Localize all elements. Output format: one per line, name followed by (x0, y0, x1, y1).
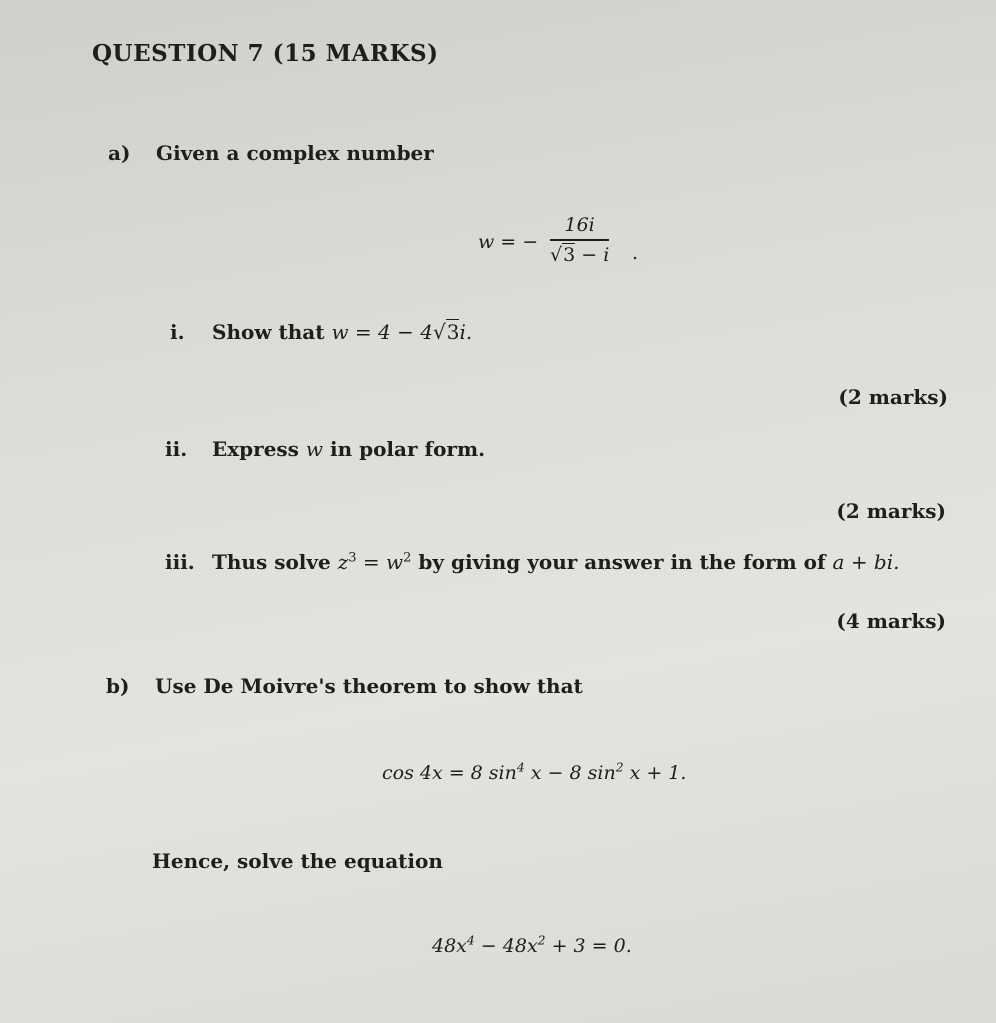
identity-part-1: cos 4x = 8 sin (382, 762, 517, 784)
subpart-i-sqrt-arg: 3 (446, 320, 460, 344)
equation-exp-1: 4 (466, 933, 475, 948)
part-a-fraction (550, 214, 609, 266)
subpart-iii-text-before: Thus solve (212, 550, 338, 574)
part-a-label: a) (108, 141, 131, 165)
subpart-i-math-after: i. (459, 320, 473, 344)
subpart-i-label: i. (170, 320, 185, 344)
question-heading: QUESTION 7 (15 MARKS) (92, 40, 439, 67)
subpart-ii-marks: (2 marks) (836, 499, 946, 523)
denominator-rest: − i (575, 243, 610, 266)
part-b-label: b) (106, 674, 130, 698)
equation-exp-2: 2 (537, 933, 546, 948)
subpart-ii-text-before: Express (212, 437, 306, 461)
subpart-iii-marks: (4 marks) (836, 609, 946, 633)
sqrt-symbol: √ (432, 320, 446, 344)
subpart-i-text (212, 322, 472, 342)
subpart-iii-label: iii. (165, 550, 195, 574)
part-b-hence: Hence, solve the equation (152, 849, 443, 873)
subpart-iii-text-after: by giving your answer in the form of (411, 550, 833, 574)
subpart-iii-z-exp: 3 (348, 550, 357, 566)
subpart-ii-label: ii. (165, 437, 188, 461)
part-a-equation-end: . (632, 242, 639, 264)
part-b-equation (432, 933, 632, 957)
subpart-i-text-before: Show that (212, 320, 332, 344)
equation-part-2: − 48x (474, 935, 538, 957)
subpart-iii-w: w (386, 550, 404, 574)
subpart-iii-z: z (337, 550, 349, 574)
fraction-denominator (550, 241, 609, 266)
subpart-iii-form: a + bi. (832, 550, 900, 574)
equation-part-3: + 3 = 0. (545, 935, 632, 957)
fraction-numerator: 16i (564, 214, 595, 236)
part-b-identity (382, 760, 687, 784)
subpart-iii-eq: = (356, 550, 387, 574)
identity-exp-1: 4 (516, 760, 525, 775)
subpart-ii-text-after: in polar form. (323, 437, 486, 461)
subpart-ii-text (212, 439, 485, 459)
subpart-iii-w-exp: 2 (403, 550, 412, 566)
part-b-intro: Use De Moivre's theorem to show that (155, 674, 583, 698)
sqrt-symbol: √ (550, 243, 563, 266)
identity-part-2: x − 8 sin (524, 762, 616, 784)
sqrt-argument: 3 (563, 243, 576, 266)
part-a-intro: Given a complex number (156, 141, 434, 165)
identity-part-3: x + 1. (623, 762, 687, 784)
subpart-ii-var: w (305, 437, 324, 461)
subpart-iii-text (212, 552, 899, 572)
part-a-equation-lhs: w = − (478, 231, 539, 253)
subpart-i-math: w = 4 − 4 (331, 320, 433, 344)
identity-exp-2: 2 (615, 760, 624, 775)
equation-part-1: 48x (432, 935, 467, 957)
subpart-i-marks: (2 marks) (838, 385, 948, 409)
